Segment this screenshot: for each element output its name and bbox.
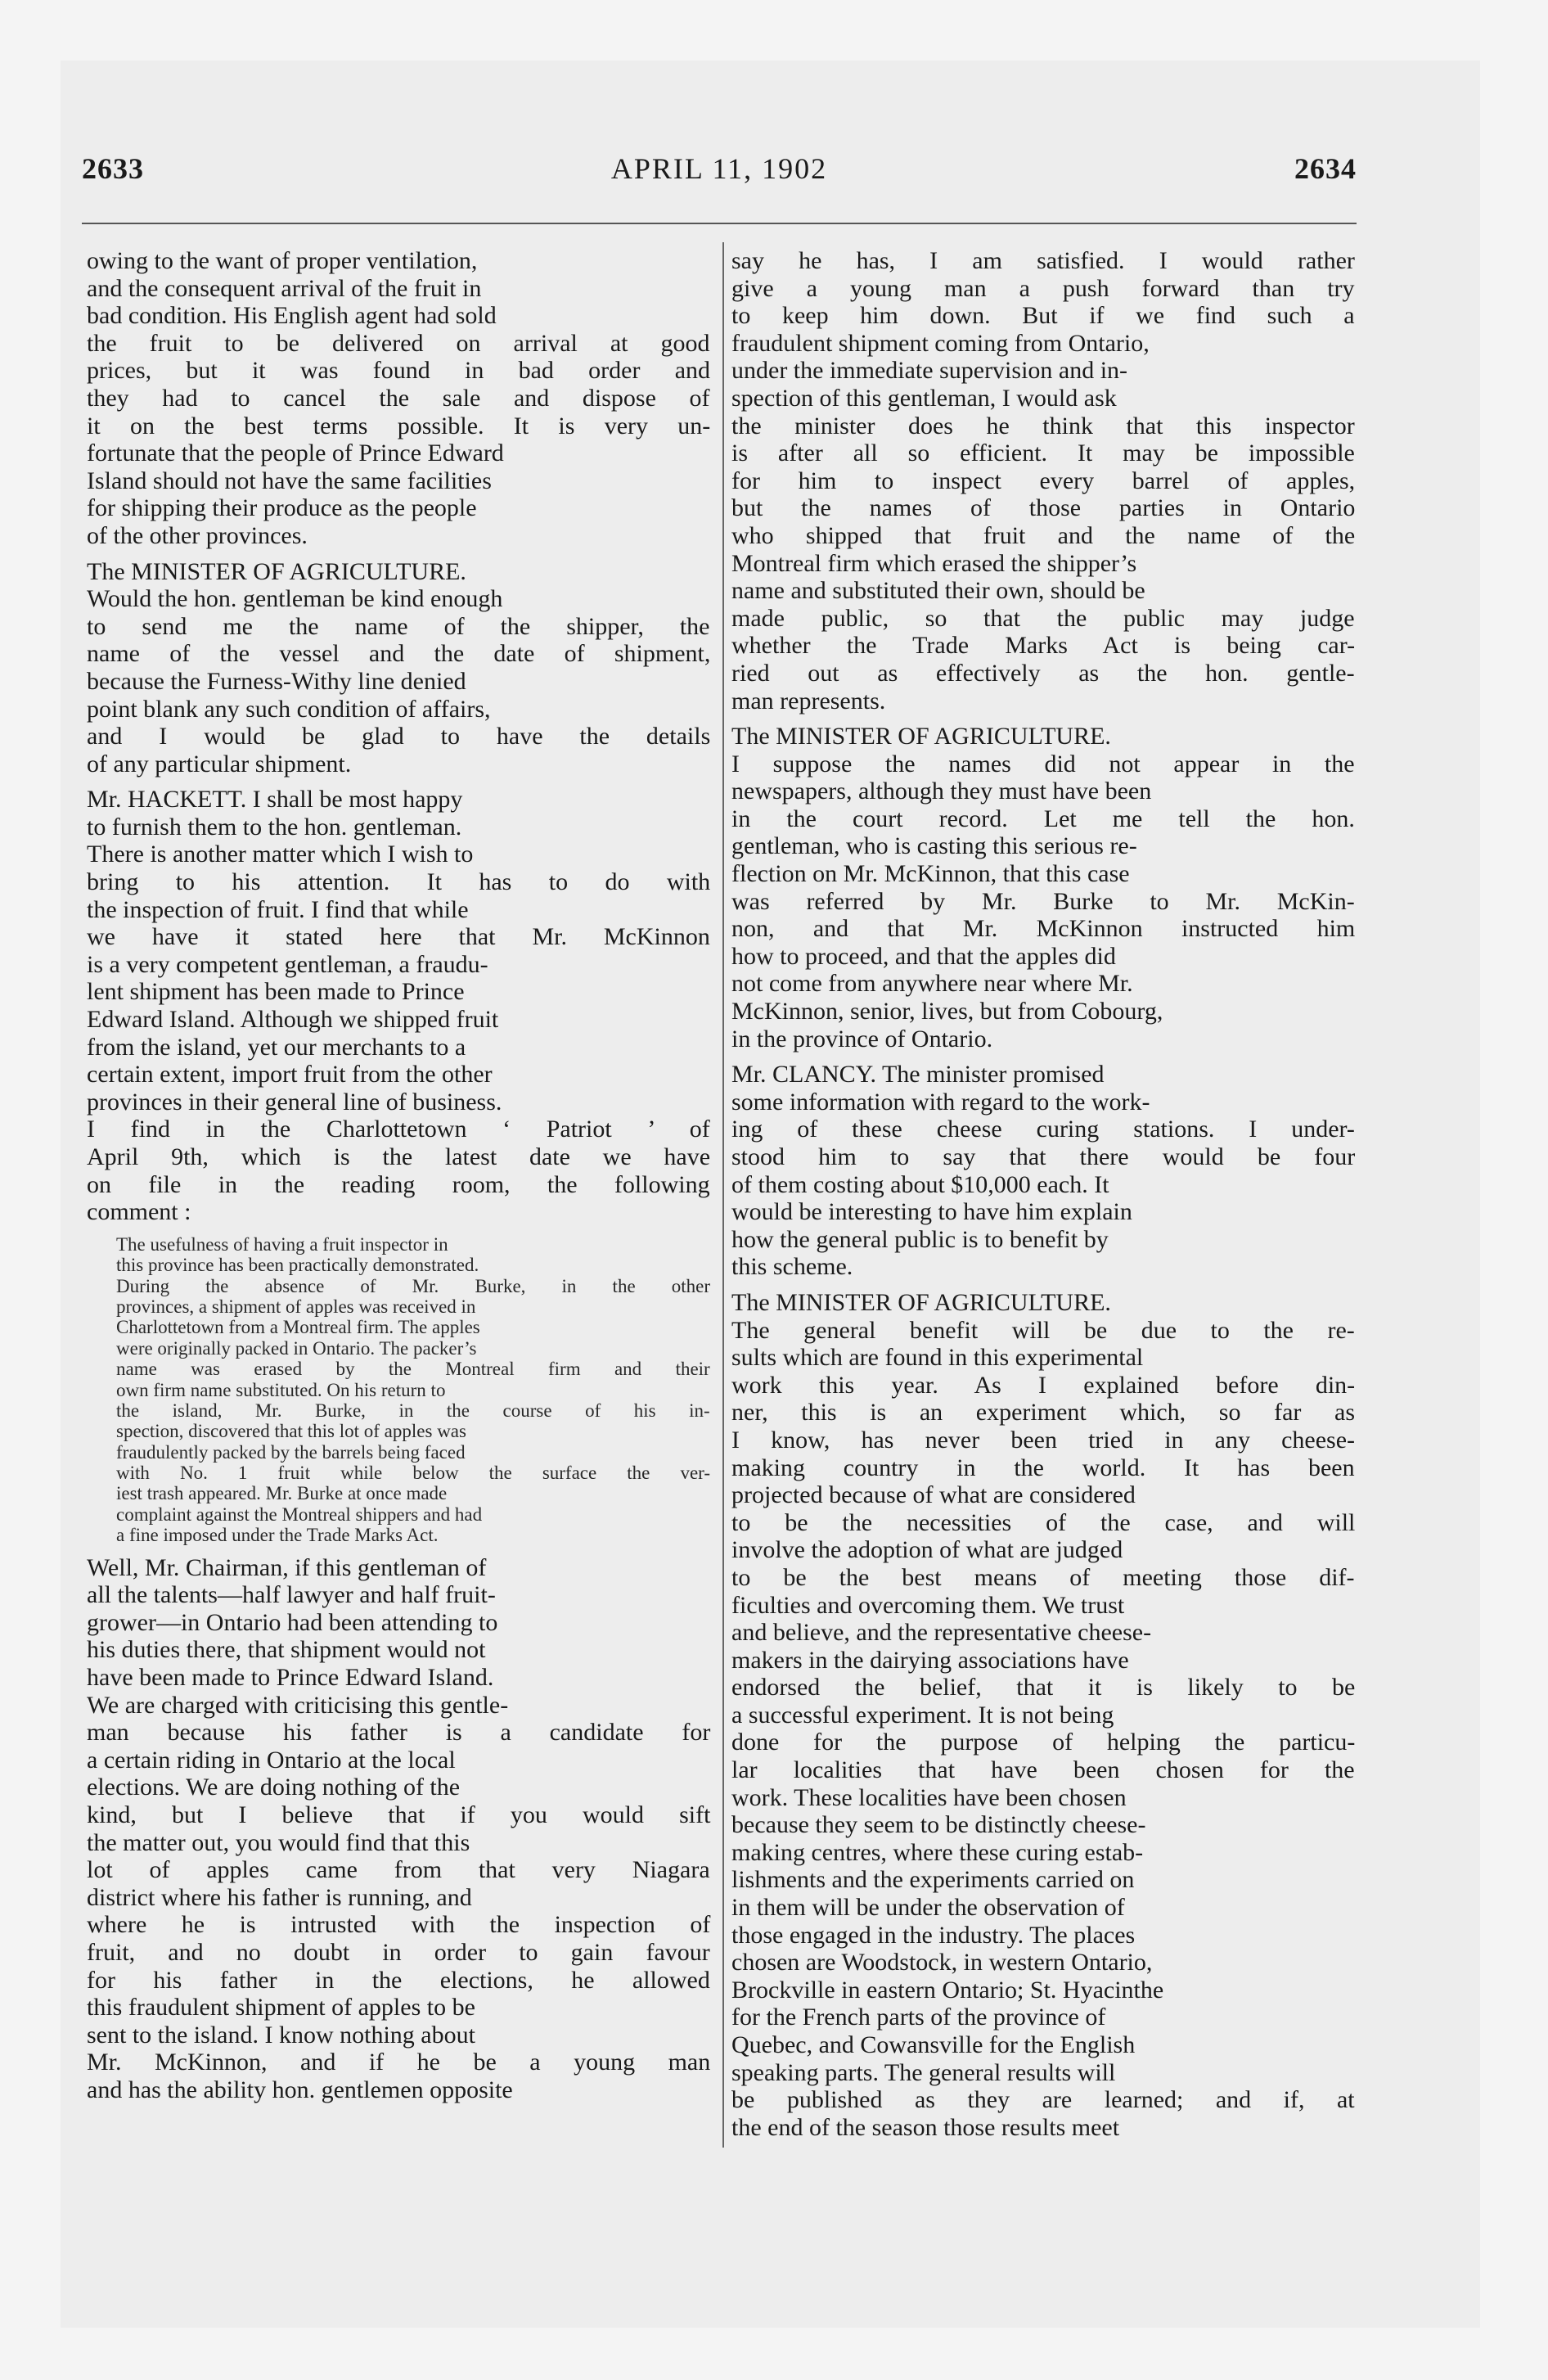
text-line: and I would be glad to have the details [87, 723, 711, 751]
text-line: The usefulness of having a fruit inspector in [116, 1233, 448, 1255]
text-line: We are charged with criticising this gentle- [87, 1691, 509, 1719]
text-line: sults which are found in this experimental [731, 1344, 1144, 1372]
text-line: how to proceed, and that the apples did [731, 942, 1116, 970]
text-line: April 9th, which is the latest date we have [87, 1143, 711, 1170]
text-line: a fine imposed under the Trade Marks Act. [116, 1525, 439, 1546]
text-line: complaint against the Montreal shippers and had [116, 1503, 483, 1525]
text-line: ner, this is an experiment which, so far as [731, 1399, 1356, 1427]
text-line: we have it stated here that Mr. McKinnon [87, 923, 710, 951]
text-line: gentleman, who is casting this serious re- [731, 832, 1137, 860]
text-line: The MINISTER OF AGRICULTURE. [87, 557, 466, 585]
text-line: point blank any such condition of affairs, [87, 695, 491, 723]
text-line: to be the necessities of the case, and will [731, 1508, 1356, 1536]
text-line: comment : [87, 1198, 191, 1226]
text-line: and the consequent arrival of the fruit in [87, 274, 482, 302]
left-column [87, 247, 710, 2112]
text-line: lar localities that have been chosen for the [731, 1756, 1355, 1784]
text-line: the minister does he think that this inspector [731, 412, 1355, 439]
text-line: Mr. HACKETT. I shall be most happy [87, 786, 463, 814]
header-rule [82, 223, 1357, 224]
text-line: Well, Mr. Chairman, if this gentleman of [87, 1553, 487, 1581]
text-line: it on the best terms possible. It is very un- [87, 412, 711, 439]
text-line: name was erased by the Montreal firm and their [116, 1359, 710, 1380]
text-line: spection of this gentleman, I would ask [731, 384, 1117, 412]
text-line: and has the ability hon. gentlemen opposite [87, 2076, 513, 2103]
text-line: Charlottetown from a Montreal firm. The apples [116, 1317, 480, 1338]
text-line: not come from anywhere near where Mr. [731, 970, 1133, 998]
text-line: in the province of Ontario. [731, 1025, 993, 1053]
text-line: of them costing about $10,000 each. It [731, 1170, 1109, 1198]
text-line: in them will be under the observation of [731, 1894, 1125, 1922]
paragraph [87, 786, 710, 1226]
text-line: Island should not have the same facilities [87, 467, 492, 494]
text-line: whether the Trade Marks Act is being car- [731, 632, 1356, 660]
text-line: Would the hon. gentleman be kind enough [87, 585, 503, 613]
text-line: man because his father is a candidate for [87, 1719, 711, 1747]
text-line: Mr. CLANCY. The minister promised [731, 1061, 1105, 1089]
text-line: this scheme. [731, 1253, 853, 1281]
page-date: APRIL 11, 1902 [610, 152, 828, 185]
text-line: chosen are Woodstock, in western Ontario, [731, 1949, 1153, 1977]
page-header [82, 152, 1357, 201]
text-line: projected because of what are considered [731, 1481, 1136, 1509]
text-line: to send me the name of the shipper, the [87, 612, 710, 640]
text-line: to be the best means of meeting those dif- [731, 1563, 1355, 1591]
text-line: this fraudulent shipment of apples to be [87, 1994, 475, 2022]
text-line: ficulties and overcoming them. We trust [731, 1591, 1125, 1619]
text-line: iest trash appeared. Mr. Burke at once made [116, 1483, 448, 1504]
text-line: under the immediate supervision and in- [731, 357, 1128, 385]
text-line: the end of the season those results meet [731, 2113, 1120, 2141]
text-line: is a very competent gentleman, a fraudu- [87, 950, 488, 978]
text-line: spection, discovered that this lot of apples was [116, 1421, 466, 1442]
text-line: all the talents—half lawyer and half fruit- [87, 1581, 496, 1609]
text-line: man represents. [731, 687, 886, 714]
text-line: done for the purpose of helping the particu- [731, 1729, 1356, 1756]
text-line: name of the vessel and the date of shipment, [87, 640, 711, 668]
text-line: provinces in their general line of business. [87, 1088, 502, 1116]
text-line: newspapers, although they must have been [731, 778, 1152, 805]
paragraph [731, 1289, 1355, 2141]
text-line: would be interesting to have him explain [731, 1198, 1132, 1226]
text-line: provinces, a shipment of apples was received in [116, 1296, 476, 1317]
text-line: During the absence of Mr. Burke, in the other [116, 1275, 711, 1296]
text-line: because they seem to be distinctly cheese- [731, 1811, 1146, 1839]
text-line: the island, Mr. Burke, in the course of his in- [116, 1400, 710, 1421]
text-line: were originally packed in Ontario. The packer’s [116, 1337, 477, 1359]
text-line: some information with regard to the work- [731, 1088, 1150, 1116]
text-line: who shipped that fruit and the name of the [731, 521, 1356, 549]
text-line: The MINISTER OF AGRICULTURE. [731, 1288, 1111, 1316]
text-line: a successful experiment. It is not being [731, 1701, 1114, 1729]
text-line: to furnish them to the hon. gentleman. [87, 813, 462, 841]
text-line: Mr. McKinnon, and if he be a young man [87, 2049, 711, 2076]
page-number-left: 2633 [82, 152, 144, 185]
text-line: making country in the world. It has been [731, 1454, 1355, 1481]
paragraph [87, 247, 710, 550]
text-line: bad condition. His English agent had sold [87, 302, 497, 330]
page-number-right: 2634 [1294, 152, 1357, 185]
text-line: how the general public is to benefit by [731, 1225, 1109, 1253]
text-line: flection on Mr. McKinnon, that this case [731, 860, 1130, 888]
text-line: I find in the Charlottetown ‘ Patriot ’ of [87, 1116, 710, 1143]
text-line: The MINISTER OF AGRICULTURE. [731, 723, 1111, 751]
text-line: certain extent, import fruit from the other [87, 1061, 493, 1089]
text-line: the matter out, you would find that this [87, 1828, 470, 1856]
text-line: in the court record. Let me tell the hon. [731, 805, 1355, 832]
text-line: fruit, and no doubt in order to gain favour [87, 1938, 710, 1966]
text-line: for him to inspect every barrel of apples, [731, 467, 1356, 494]
text-line: I know, has never been tried in any cheese- [731, 1426, 1356, 1454]
text-line: I suppose the names did not appear in the [731, 750, 1355, 778]
text-line: prices, but it was found in bad order and [87, 357, 711, 385]
text-line: this province has been practically demonstrated. [116, 1255, 479, 1276]
text-line: on file in the reading room, the following [87, 1170, 710, 1198]
text-line: with No. 1 fruit while below the surface the ver- [116, 1463, 711, 1484]
text-line: but the names of those parties in Ontario [731, 494, 1356, 522]
text-line: name and substituted their own, should be [731, 577, 1145, 605]
text-line: of any particular shipment. [87, 750, 352, 778]
paragraph [731, 1061, 1355, 1281]
right-column [731, 247, 1355, 2149]
text-line: non, and that Mr. McKinnon instructed him [731, 915, 1356, 943]
text-line: sent to the island. I know nothing about [87, 2021, 475, 2049]
text-line: because the Furness-Withy line denied [87, 667, 466, 695]
text-line: stood him to say that there would be four [731, 1143, 1356, 1170]
text-line: speaking parts. The general results will [731, 2058, 1116, 2086]
text-line: lishments and the experiments carried on [731, 1866, 1135, 1894]
text-line: to keep him down. But if we find such a [731, 302, 1355, 330]
text-line: work this year. As I explained before din- [731, 1371, 1356, 1399]
text-line: made public, so that the public may judge [731, 604, 1355, 632]
text-line: have been made to Prince Edward Island. [87, 1664, 494, 1692]
text-line: is after all so efficient. It may be impossible [731, 439, 1355, 467]
text-line: Edward Island. Although we shipped fruit [87, 1006, 499, 1034]
text-line: they had to cancel the sale and dispose of [87, 384, 710, 412]
text-line: for shipping their produce as the people [87, 494, 477, 522]
text-line: fraudulent shipment coming from Ontario, [731, 329, 1150, 357]
text-line: Montreal firm which erased the shipper’s [731, 549, 1137, 577]
text-line: own firm name substituted. On his return to [116, 1379, 446, 1400]
text-line: McKinnon, senior, lives, but from Cobourg, [731, 998, 1163, 1025]
text-line: say he has, I am satisfied. I would rather [731, 247, 1355, 274]
paragraph [731, 247, 1355, 714]
text-line: making centres, where these curing estab- [731, 1838, 1144, 1866]
text-line: grower—in Ontario had been attending to [87, 1608, 498, 1636]
text-line: those engaged in the industry. The places [731, 1921, 1136, 1949]
text-line: where he is intrusted with the inspection of [87, 1911, 711, 1939]
paragraph [87, 1554, 710, 2104]
text-line: Quebec, and Cowansville for the English [731, 2031, 1136, 2058]
text-line: give a young man a push forward than try [731, 274, 1355, 302]
text-line: ried out as effectively as the hon. gentle- [731, 659, 1355, 687]
text-line: and believe, and the representative cheese- [731, 1619, 1152, 1647]
text-line: lot of apples came from that very Niagara [87, 1856, 710, 1884]
text-line: makers in the dairying associations have [731, 1646, 1129, 1674]
text-line: be published as they are learned; and if, at [731, 2086, 1355, 2114]
text-line: for the French parts of the province of [731, 2004, 1106, 2031]
text-line: work. These localities have been chosen [731, 1783, 1127, 1811]
text-line: district where his father is running, and [87, 1883, 472, 1911]
text-line: lent shipment has been made to Prince [87, 978, 465, 1006]
text-line: ing of these cheese curing stations. I under- [731, 1116, 1355, 1143]
text-line: Brockville in eastern Ontario; St. Hyacinthe [731, 1976, 1164, 2004]
text-line: fraudulently packed by the barrels being faced [116, 1441, 466, 1463]
text-line: was referred by Mr. Burke to Mr. McKin- [731, 887, 1355, 915]
text-line: the inspection of fruit. I find that while [87, 895, 469, 923]
text-line: for his father in the elections, he allowed [87, 1966, 710, 1994]
text-line: of the other provinces. [87, 521, 308, 549]
text-line: fortunate that the people of Prince Edward [87, 439, 504, 467]
text-line: a certain riding in Ontario at the local [87, 1746, 456, 1774]
text-line: owing to the want of proper ventilation, [87, 247, 478, 274]
column-divider [722, 242, 724, 2148]
text-line: bring to his attention. It has to do with [87, 868, 711, 896]
text-line: endorsed the belief, that it is likely to be [731, 1674, 1356, 1702]
text-line: his duties there, that shipment would not [87, 1636, 486, 1664]
text-line: The general benefit will be due to the re- [731, 1316, 1355, 1344]
text-line: kind, but I believe that if you would sift [87, 1801, 711, 1828]
quoted-excerpt [87, 1234, 710, 1546]
text-line: There is another matter which I wish to [87, 841, 474, 868]
text-line: from the island, yet our merchants to a [87, 1033, 466, 1061]
paragraph [87, 558, 710, 778]
text-line: involve the adoption of what are judged [731, 1536, 1123, 1564]
text-line: elections. We are doing nothing of the [87, 1774, 461, 1801]
paragraph [731, 723, 1355, 1053]
text-line: the fruit to be delivered on arrival at good [87, 329, 710, 357]
